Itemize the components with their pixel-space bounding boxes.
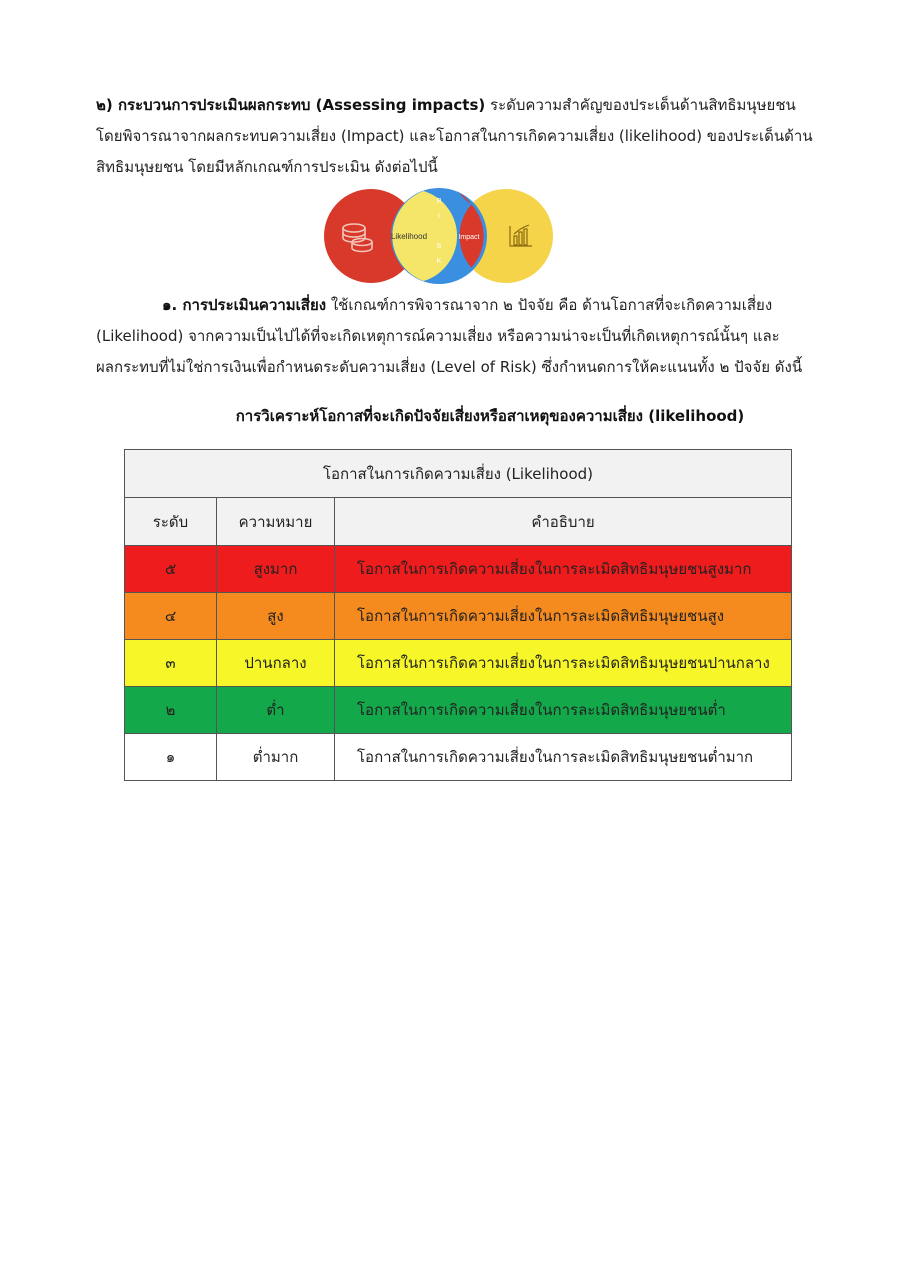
table-row [125, 546, 792, 593]
row-description: โอกาสในการเกิดความเสี่ยงในการละเมิดสิทธิมนุษยชนต่ำมาก [335, 734, 792, 781]
row-level: ๓ [125, 640, 217, 687]
row-meaning: ต่ำมาก [217, 734, 335, 781]
header-meaning: ความหมาย [217, 498, 335, 546]
row-meaning: สูงมาก [217, 546, 335, 593]
row-level: ๔ [125, 593, 217, 640]
likelihood-table [124, 449, 792, 781]
row-description: โอกาสในการเกิดความเสี่ยงในการละเมิดสิทธิมนุษยชนปานกลาง [335, 640, 792, 687]
row-description: โอกาสในการเกิดความเสี่ยงในการละเมิดสิทธิมนุษยชนสูงมาก [335, 546, 792, 593]
table-row [125, 593, 792, 640]
row-meaning: ปานกลาง [217, 640, 335, 687]
assessing-impacts-heading: ๒) กระบวนการประเมินผลกระทบ (Assessing impacts) [96, 96, 486, 114]
row-level: ๑ [125, 734, 217, 781]
row-description: โอกาสในการเกิดความเสี่ยงในการละเมิดสิทธิมนุษยชนต่ำ [335, 687, 792, 734]
table-row [125, 687, 792, 734]
risk-assessment-line2: (Likelihood) จากความเป็นไปได้ที่จะเกิดเหตุการณ์ความเสี่ยง หรือความน่าจะเป็นที่เกิดเหตุการณ์นั้นๆ และ [96, 327, 780, 345]
risk-assessment-heading: ๑. การประเมินความเสี่ยง [162, 296, 327, 314]
risk-venn-diagram [322, 188, 556, 284]
row-level: ๕ [125, 546, 217, 593]
risk-assessment-line1: ใช้เกณฑ์การพิจารณาจาก ๒ ปัจจัย คือ ด้านโอกาสที่จะเกิดความเสี่ยง [330, 296, 773, 314]
assessing-impacts-line3: สิทธิมนุษยชน โดยมีหลักเกณฑ์การประเมิน ดังต่อไปนี้ [96, 158, 438, 176]
assessing-impacts-line1: ระดับความสำคัญของประเด็นด้านสิทธิมนุษยชน [490, 96, 796, 114]
table-row [125, 734, 792, 781]
row-meaning: ต่ำ [217, 687, 335, 734]
risk-letter-s: S [436, 243, 442, 250]
row-level: ๒ [125, 687, 217, 734]
row-description: โอกาสในการเกิดความเสี่ยงในการละเมิดสิทธิมนุษยชนสูง [335, 593, 792, 640]
table-caption: โอกาสในการเกิดความเสี่ยง (Likelihood) [125, 450, 792, 498]
likelihood-label: Likelihood [390, 232, 428, 241]
assessing-impacts-line2: โดยพิจารณาจากผลกระทบความเสี่ยง (Impact) และโอกาสในการเกิดความเสี่ยง (likelihood) ของประเด็นด้าน [96, 127, 813, 145]
risk-letter-i: I [438, 213, 440, 220]
table-row [125, 640, 792, 687]
table-title: การวิเคราะห์โอกาสที่จะเกิดปัจจัยเสี่ยงหรือสาเหตุของความเสี่ยง (likelihood) [235, 407, 745, 425]
impact-label: Impact [458, 234, 480, 241]
header-description: คำอธิบาย [335, 498, 792, 546]
risk-assessment-line3: ผลกระทบที่ไม่ใช่การเงินเพื่อกำหนดระดับความเสี่ยง (Level of Risk) ซึ่งกำหนดการให้คะแนนทั้ง ๒ ปัจจัย ดังนี้ [96, 358, 803, 376]
assessing-impacts-paragraph [96, 90, 826, 183]
risk-assessment-paragraph [96, 290, 826, 383]
row-meaning: สูง [217, 593, 335, 640]
header-level: ระดับ [125, 498, 217, 546]
risk-letter-k: K [436, 258, 442, 265]
risk-letter-r: R [436, 198, 442, 205]
